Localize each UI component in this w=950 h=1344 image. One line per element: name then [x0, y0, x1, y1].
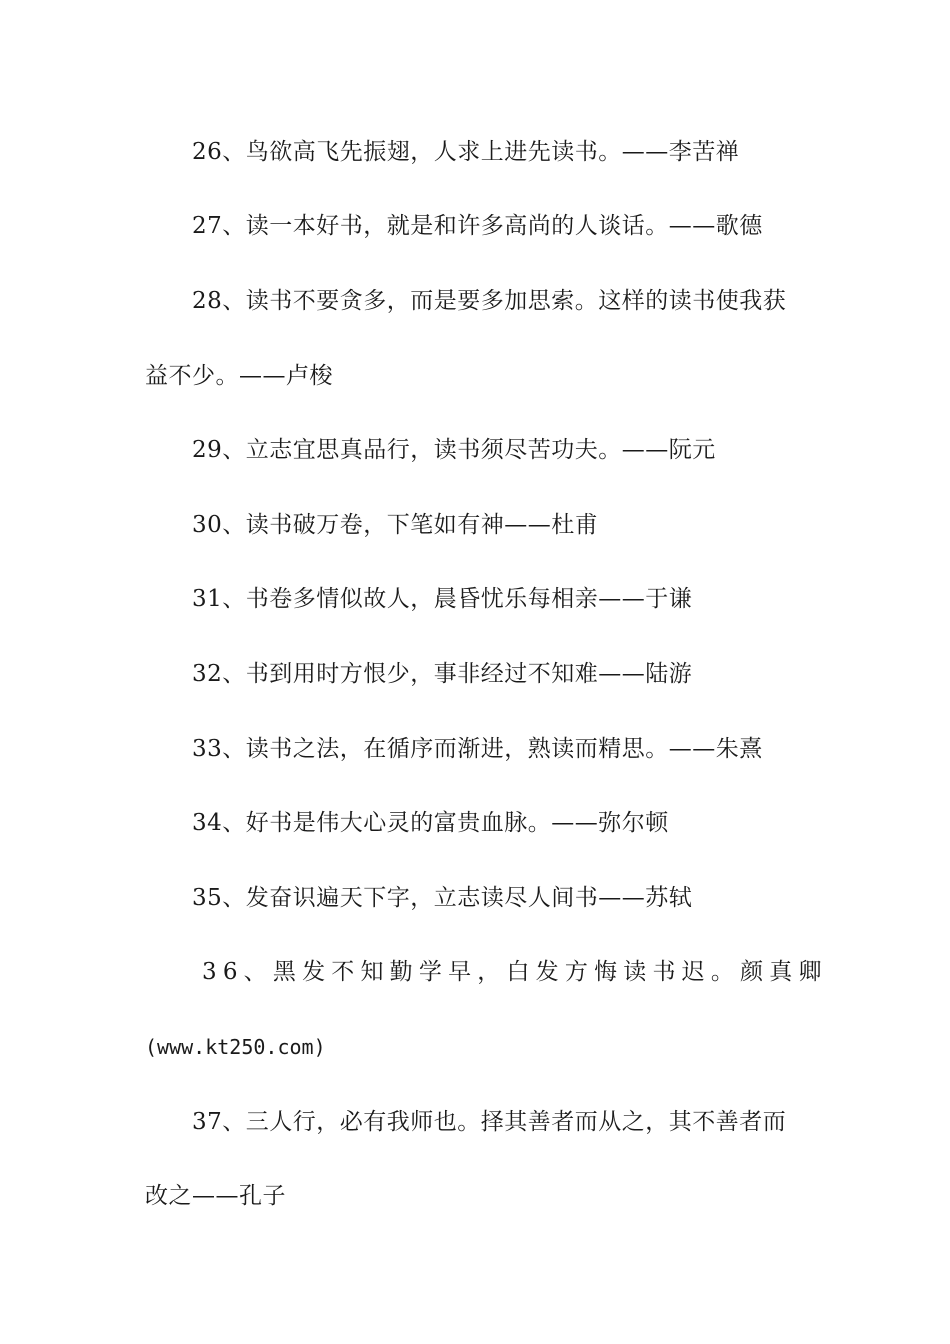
quote-29: 29、立志宜思真品行，读书须尽苦功夫。——阮元 [192, 437, 716, 463]
quote-28-line-1: 28、读书不要贪多，而是要多加思索。这样的读书使我获 [192, 288, 787, 314]
quote-27: 27、读一本好书，就是和许多高尚的人谈话。——歌德 [192, 213, 763, 239]
quote-28-line-2: 益不少。——卢梭 [145, 363, 333, 389]
quote-33: 33、读书之法，在循序而渐进，熟读而精思。——朱熹 [192, 736, 763, 762]
quote-36-source-link: (www.kt250.com) [145, 1035, 326, 1059]
quote-37-line-2: 改之——孔子 [145, 1183, 286, 1209]
quote-31: 31、书卷多情似故人，晨昏忧乐每相亲——于谦 [192, 586, 693, 612]
quote-35: 35、发奋识遍天下字，立志读尽人间书——苏轼 [192, 885, 693, 911]
quote-37-line-1: 37、三人行，必有我师也。择其善者而从之，其不善者而 [192, 1109, 787, 1135]
quote-36-line-1: 36、黑发不知勤学早，白发方悔读书迟。颜真卿 [202, 959, 828, 985]
quote-32: 32、书到用时方恨少，事非经过不知难——陆游 [192, 661, 693, 687]
quote-34: 34、好书是伟大心灵的富贵血脉。——弥尔顿 [192, 810, 669, 836]
quote-30: 30、读书破万卷，下笔如有神——杜甫 [192, 512, 599, 538]
quote-26: 26、鸟欲高飞先振翅，人求上进先读书。——李苦禅 [192, 139, 740, 165]
